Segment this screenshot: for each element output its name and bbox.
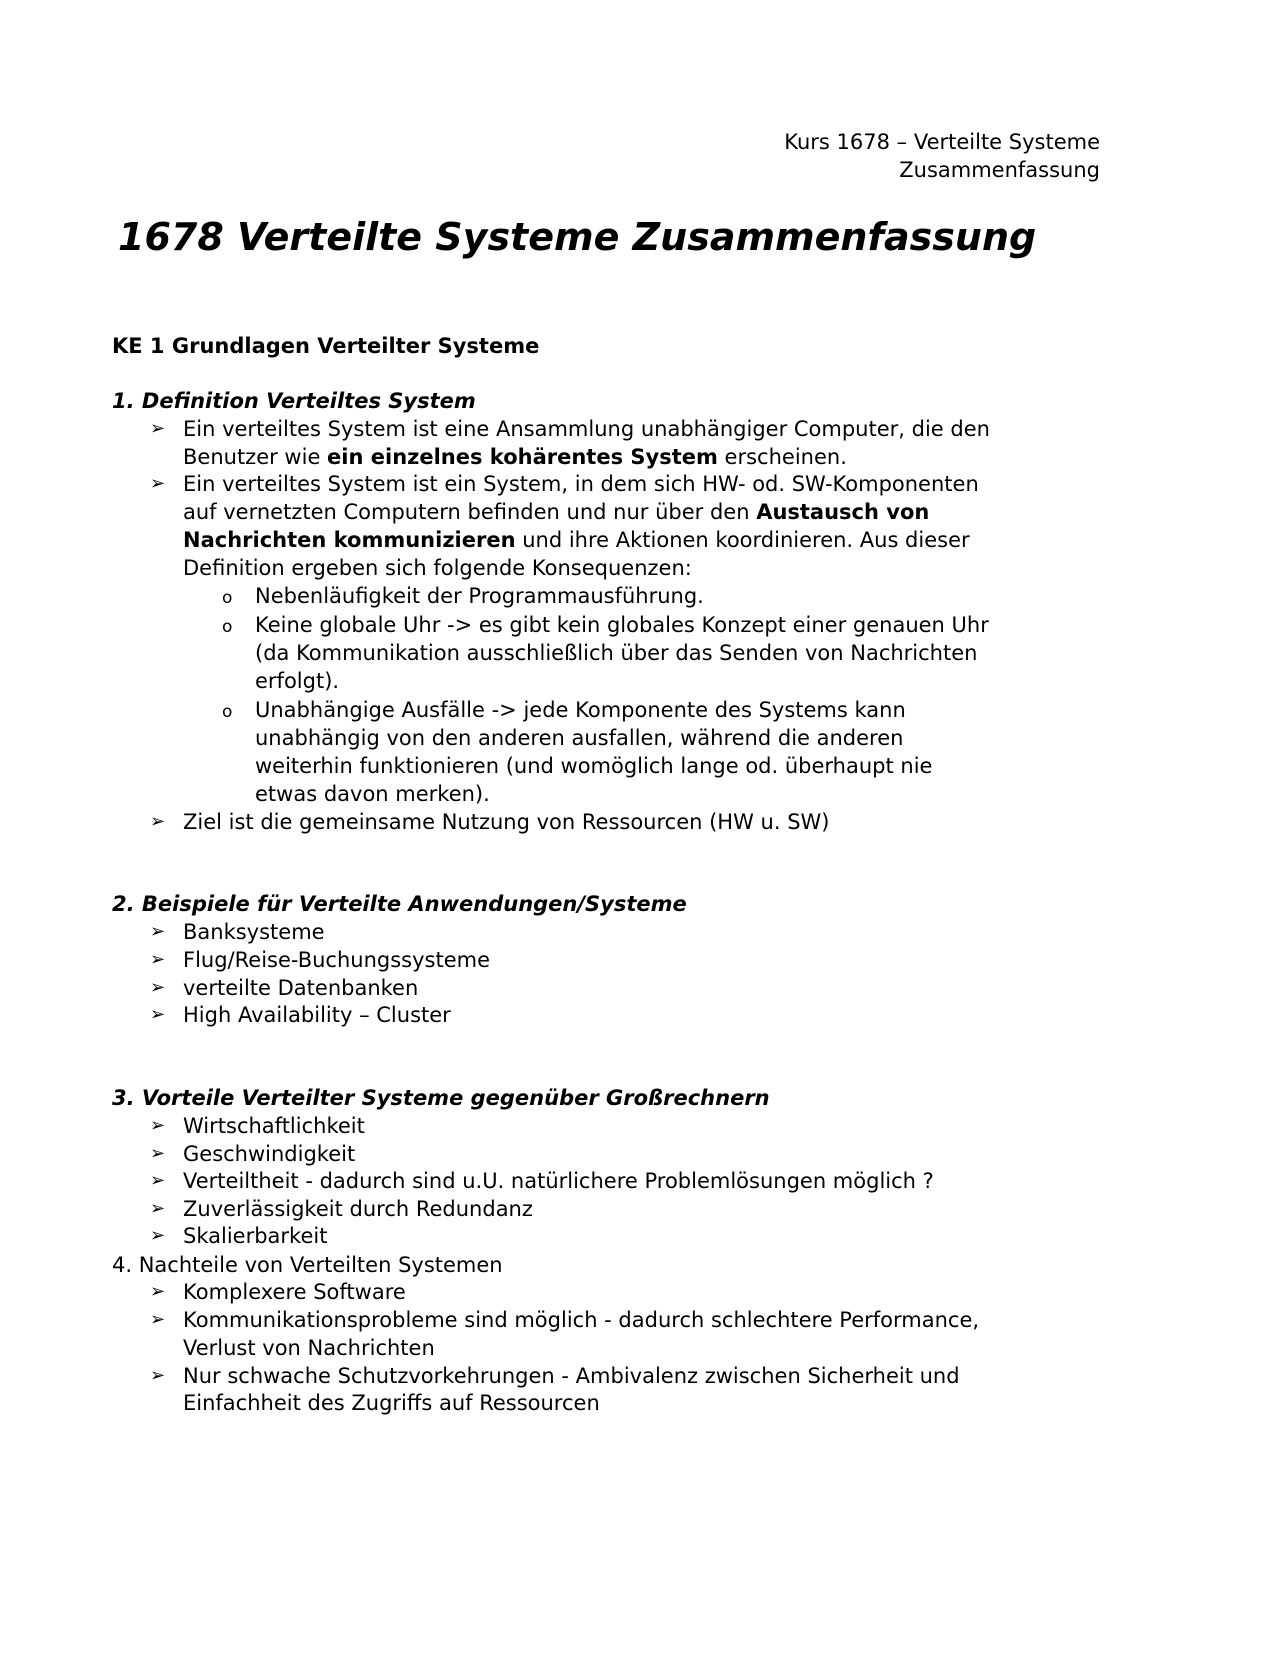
section-1-heading: 1. Definition Verteiltes System [112, 389, 476, 413]
list-item: Komplexere Software [183, 1280, 406, 1304]
bullet-text: Benutzer wie ein einzelnes kohärentes System erscheinen. [183, 445, 847, 469]
arrow-bullet-icon: ➢ [150, 1004, 166, 1025]
document-title: 1678 Verteilte Systeme Zusammenfassung [118, 215, 1037, 259]
list-item: Verlust von Nachrichten [183, 1336, 435, 1360]
list-item: Wirtschaftlichkeit [183, 1114, 365, 1138]
sub-bullet-text: unabhängig von den anderen ausfallen, während die anderen [255, 726, 904, 750]
list-item: High Availability – Cluster [183, 1003, 451, 1027]
circle-bullet-icon: o [222, 588, 233, 608]
list-item: Einfachheit des Zugriffs auf Ressourcen [183, 1391, 600, 1415]
arrow-bullet-icon: ➢ [150, 1225, 166, 1246]
arrow-bullet-icon: ➢ [150, 1281, 166, 1302]
list-item: Geschwindigkeit [183, 1142, 356, 1166]
list-item: Verteiltheit - dadurch sind u.U. natürlichere Problemlösungen möglich ? [183, 1169, 934, 1193]
list-item: Banksysteme [183, 920, 325, 944]
sub-bullet-text: (da Kommunikation ausschließlich über das Senden von Nachrichten [255, 641, 978, 665]
section-4-heading: 4. Nachteile von Verteilten Systemen [112, 1253, 503, 1277]
arrow-bullet-icon: ➢ [150, 811, 166, 832]
arrow-bullet-icon: ➢ [150, 1143, 166, 1164]
section-2-heading: 2. Beispiele für Verteilte Anwendungen/Systeme [112, 892, 687, 916]
list-item: Flug/Reise-Buchungssysteme [183, 948, 491, 972]
list-item: Kommunikationsprobleme sind möglich - dadurch schlechtere Performance, [183, 1308, 980, 1332]
list-item: verteilte Datenbanken [183, 976, 419, 1000]
chapter-heading: KE 1 Grundlagen Verteilter Systeme [112, 334, 540, 358]
list-item: Nur schwache Schutzvorkehrungen - Ambivalenz zwischen Sicherheit und [183, 1364, 960, 1388]
sub-bullet-text: etwas davon merken). [255, 782, 490, 806]
sub-bullet-text: Nebenläufigkeit der Programmausführung. [255, 584, 704, 608]
sub-bullet-text: erfolgt). [255, 669, 340, 693]
bullet-text: Ziel ist die gemeinsame Nutzung von Ressourcen (HW u. SW) [183, 810, 830, 834]
arrow-bullet-icon: ➢ [150, 1170, 166, 1191]
circle-bullet-icon: o [222, 617, 233, 637]
arrow-bullet-icon: ➢ [150, 949, 166, 970]
arrow-bullet-icon: ➢ [150, 1115, 166, 1136]
sub-bullet-text: Unabhängige Ausfälle -> jede Komponente des Systems kann [255, 698, 906, 722]
arrow-bullet-icon: ➢ [150, 977, 166, 998]
running-header-course: Kurs 1678 – Verteilte Systeme [784, 130, 1100, 154]
sub-bullet-text: weiterhin funktionieren (und womöglich lange od. überhaupt nie [255, 754, 933, 778]
list-item: Skalierbarkeit [183, 1224, 328, 1248]
section-3-heading: 3. Vorteile Verteilter Systeme gegenüber Großrechnern [112, 1086, 770, 1110]
circle-bullet-icon: o [222, 702, 233, 722]
list-item: Zuverlässigkeit durch Redundanz [183, 1197, 533, 1221]
bullet-text: Nachrichten kommunizieren und ihre Aktionen koordinieren. Aus dieser [183, 528, 970, 552]
bullet-text: Ein verteiltes System ist eine Ansammlung unabhängiger Computer, die den [183, 417, 990, 441]
arrow-bullet-icon: ➢ [150, 1309, 166, 1330]
bullet-text: Ein verteiltes System ist ein System, in dem sich HW- od. SW-Komponenten [183, 472, 979, 496]
sub-bullet-text: Keine globale Uhr -> es gibt kein globales Konzept einer genauen Uhr [255, 613, 989, 637]
bullet-text: auf vernetzten Computern befinden und nur über den Austausch von [183, 500, 930, 524]
running-header-subtitle: Zusammenfassung [899, 158, 1100, 182]
bullet-text: Definition ergeben sich folgende Konsequenzen: [183, 556, 692, 580]
arrow-bullet-icon: ➢ [150, 1198, 166, 1219]
arrow-bullet-icon: ➢ [150, 921, 166, 942]
arrow-bullet-icon: ➢ [150, 1365, 166, 1386]
arrow-bullet-icon: ➢ [150, 473, 166, 494]
arrow-bullet-icon: ➢ [150, 418, 166, 439]
